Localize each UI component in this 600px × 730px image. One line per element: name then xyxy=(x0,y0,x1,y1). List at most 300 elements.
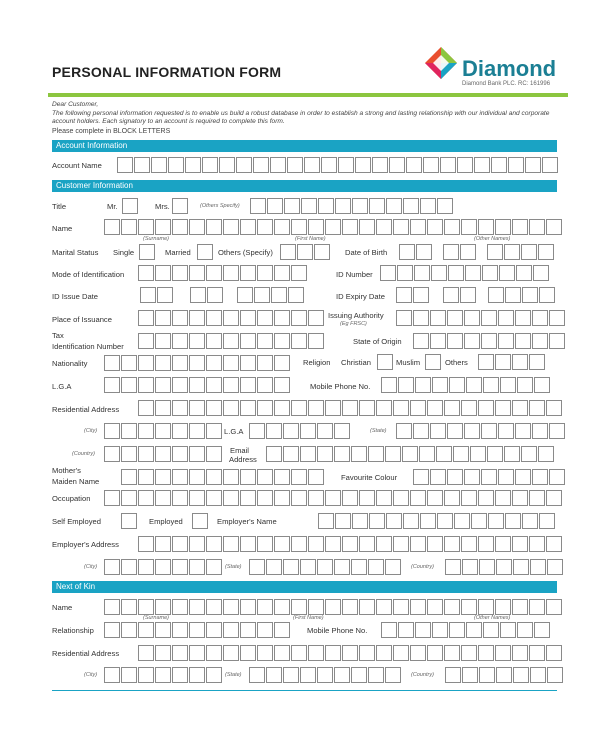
char-box[interactable] xyxy=(304,157,320,173)
char-box[interactable] xyxy=(512,536,528,552)
mr-checkbox[interactable] xyxy=(122,198,139,214)
char-box[interactable] xyxy=(257,645,273,661)
char-box[interactable] xyxy=(430,333,446,349)
char-box[interactable] xyxy=(415,377,431,393)
char-box[interactable] xyxy=(397,265,413,281)
char-box[interactable] xyxy=(372,157,388,173)
char-box[interactable] xyxy=(495,490,511,506)
char-box[interactable] xyxy=(314,244,330,260)
char-box[interactable] xyxy=(250,198,266,214)
char-box[interactable] xyxy=(546,599,562,615)
date-of-birth-year[interactable] xyxy=(487,244,555,260)
mrs-checkbox[interactable] xyxy=(172,198,189,214)
char-box[interactable] xyxy=(155,400,171,416)
char-box[interactable] xyxy=(223,377,239,393)
employers-address-field[interactable] xyxy=(138,536,563,552)
char-box[interactable] xyxy=(223,469,239,485)
char-box[interactable] xyxy=(529,599,545,615)
char-box[interactable] xyxy=(478,645,494,661)
char-box[interactable] xyxy=(483,622,499,638)
char-box[interactable] xyxy=(342,400,358,416)
char-box[interactable] xyxy=(461,599,477,615)
char-box[interactable] xyxy=(257,310,273,326)
char-box[interactable] xyxy=(549,333,565,349)
char-box[interactable] xyxy=(138,400,154,416)
char-box[interactable] xyxy=(271,287,287,303)
char-box[interactable] xyxy=(140,287,156,303)
char-box[interactable] xyxy=(427,645,443,661)
char-box[interactable] xyxy=(500,377,516,393)
char-box[interactable] xyxy=(189,667,205,683)
char-box[interactable] xyxy=(257,622,273,638)
char-box[interactable] xyxy=(413,423,429,439)
char-box[interactable] xyxy=(317,423,333,439)
char-box[interactable] xyxy=(420,513,436,529)
char-box[interactable] xyxy=(270,157,286,173)
char-box[interactable] xyxy=(359,599,375,615)
char-box[interactable] xyxy=(471,513,487,529)
char-box[interactable] xyxy=(274,377,290,393)
char-box[interactable] xyxy=(189,559,205,575)
char-box[interactable] xyxy=(308,599,324,615)
char-box[interactable] xyxy=(138,333,154,349)
char-box[interactable] xyxy=(368,667,384,683)
char-box[interactable] xyxy=(283,446,299,462)
char-box[interactable] xyxy=(155,265,171,281)
kin-state-field[interactable] xyxy=(249,667,402,683)
char-box[interactable] xyxy=(430,310,446,326)
char-box[interactable] xyxy=(172,469,188,485)
char-box[interactable] xyxy=(488,287,504,303)
char-box[interactable] xyxy=(389,157,405,173)
char-box[interactable] xyxy=(533,265,549,281)
self-employed-checkbox[interactable] xyxy=(121,513,138,529)
char-box[interactable] xyxy=(495,599,511,615)
employed-checkbox[interactable] xyxy=(192,513,209,529)
char-box[interactable] xyxy=(427,400,443,416)
char-box[interactable] xyxy=(172,622,188,638)
char-box[interactable] xyxy=(274,310,290,326)
char-box[interactable] xyxy=(308,645,324,661)
char-box[interactable] xyxy=(189,355,205,371)
mobile-phone-field[interactable] xyxy=(381,377,551,393)
residential-lga-field[interactable] xyxy=(249,423,351,439)
employer-country-field[interactable] xyxy=(445,559,564,575)
char-box[interactable] xyxy=(139,244,155,260)
char-box[interactable] xyxy=(517,377,533,393)
char-box[interactable] xyxy=(172,446,188,462)
char-box[interactable] xyxy=(464,469,480,485)
char-box[interactable] xyxy=(308,469,324,485)
char-box[interactable] xyxy=(342,219,358,235)
char-box[interactable] xyxy=(532,469,548,485)
char-box[interactable] xyxy=(155,490,171,506)
char-box[interactable] xyxy=(274,622,290,638)
char-box[interactable] xyxy=(291,469,307,485)
char-box[interactable] xyxy=(117,157,133,173)
char-box[interactable] xyxy=(291,219,307,235)
char-box[interactable] xyxy=(121,446,137,462)
char-box[interactable] xyxy=(512,400,528,416)
char-box[interactable] xyxy=(385,667,401,683)
marital-others-field[interactable] xyxy=(280,244,331,260)
char-box[interactable] xyxy=(495,219,511,235)
char-box[interactable] xyxy=(432,622,448,638)
char-box[interactable] xyxy=(414,265,430,281)
char-box[interactable] xyxy=(223,219,239,235)
char-box[interactable] xyxy=(461,536,477,552)
char-box[interactable] xyxy=(495,354,511,370)
char-box[interactable] xyxy=(549,310,565,326)
char-box[interactable] xyxy=(317,446,333,462)
char-box[interactable] xyxy=(104,490,120,506)
char-box[interactable] xyxy=(240,490,256,506)
char-box[interactable] xyxy=(317,559,333,575)
char-box[interactable] xyxy=(291,645,307,661)
char-box[interactable] xyxy=(410,645,426,661)
char-box[interactable] xyxy=(325,599,341,615)
char-box[interactable] xyxy=(334,667,350,683)
char-box[interactable] xyxy=(529,400,545,416)
char-box[interactable] xyxy=(121,469,137,485)
char-box[interactable] xyxy=(240,265,256,281)
char-box[interactable] xyxy=(172,333,188,349)
char-box[interactable] xyxy=(104,355,120,371)
char-box[interactable] xyxy=(393,219,409,235)
char-box[interactable] xyxy=(206,599,222,615)
char-box[interactable] xyxy=(206,559,222,575)
char-box[interactable] xyxy=(321,157,337,173)
char-box[interactable] xyxy=(223,310,239,326)
char-box[interactable] xyxy=(352,198,368,214)
char-box[interactable] xyxy=(172,265,188,281)
char-box[interactable] xyxy=(410,219,426,235)
char-box[interactable] xyxy=(121,490,137,506)
char-box[interactable] xyxy=(444,219,460,235)
char-box[interactable] xyxy=(104,667,120,683)
char-box[interactable] xyxy=(274,599,290,615)
char-box[interactable] xyxy=(359,400,375,416)
char-box[interactable] xyxy=(437,513,453,529)
char-box[interactable] xyxy=(481,469,497,485)
char-box[interactable] xyxy=(515,423,531,439)
char-box[interactable] xyxy=(335,198,351,214)
char-box[interactable] xyxy=(172,310,188,326)
char-box[interactable] xyxy=(121,599,137,615)
char-box[interactable] xyxy=(498,423,514,439)
char-box[interactable] xyxy=(532,423,548,439)
id-number-field[interactable] xyxy=(380,265,550,281)
char-box[interactable] xyxy=(172,377,188,393)
char-box[interactable] xyxy=(172,355,188,371)
char-box[interactable] xyxy=(240,400,256,416)
char-box[interactable] xyxy=(549,423,565,439)
char-box[interactable] xyxy=(274,265,290,281)
account-name-field[interactable] xyxy=(117,157,559,173)
char-box[interactable] xyxy=(192,513,208,529)
date-of-birth-month[interactable] xyxy=(443,244,477,260)
char-box[interactable] xyxy=(461,645,477,661)
char-box[interactable] xyxy=(385,446,401,462)
char-box[interactable] xyxy=(240,377,256,393)
id-expiry-date-year[interactable] xyxy=(488,287,556,303)
char-box[interactable] xyxy=(466,622,482,638)
char-box[interactable] xyxy=(425,354,441,370)
char-box[interactable] xyxy=(478,219,494,235)
char-box[interactable] xyxy=(189,469,205,485)
char-box[interactable] xyxy=(427,490,443,506)
char-box[interactable] xyxy=(300,423,316,439)
char-box[interactable] xyxy=(206,355,222,371)
nationality-field[interactable] xyxy=(104,355,291,371)
char-box[interactable] xyxy=(266,446,282,462)
char-box[interactable] xyxy=(257,265,273,281)
char-box[interactable] xyxy=(525,157,541,173)
char-box[interactable] xyxy=(427,599,443,615)
char-box[interactable] xyxy=(318,513,334,529)
char-box[interactable] xyxy=(308,219,324,235)
char-box[interactable] xyxy=(155,446,171,462)
char-box[interactable] xyxy=(274,333,290,349)
char-box[interactable] xyxy=(440,157,456,173)
char-box[interactable] xyxy=(444,536,460,552)
char-box[interactable] xyxy=(538,244,554,260)
char-box[interactable] xyxy=(300,667,316,683)
char-box[interactable] xyxy=(253,157,269,173)
char-box[interactable] xyxy=(138,377,154,393)
char-box[interactable] xyxy=(449,622,465,638)
char-box[interactable] xyxy=(454,513,470,529)
char-box[interactable] xyxy=(206,490,222,506)
char-box[interactable] xyxy=(376,219,392,235)
char-box[interactable] xyxy=(240,355,256,371)
char-box[interactable] xyxy=(498,469,514,485)
char-box[interactable] xyxy=(300,559,316,575)
char-box[interactable] xyxy=(104,423,120,439)
char-box[interactable] xyxy=(522,513,538,529)
char-box[interactable] xyxy=(430,469,446,485)
char-box[interactable] xyxy=(274,400,290,416)
id-issue-date-day[interactable] xyxy=(140,287,174,303)
char-box[interactable] xyxy=(134,157,150,173)
char-box[interactable] xyxy=(368,446,384,462)
char-box[interactable] xyxy=(444,645,460,661)
char-box[interactable] xyxy=(291,310,307,326)
char-box[interactable] xyxy=(478,354,494,370)
char-box[interactable] xyxy=(138,355,154,371)
char-box[interactable] xyxy=(291,400,307,416)
char-box[interactable] xyxy=(431,265,447,281)
char-box[interactable] xyxy=(190,287,206,303)
char-box[interactable] xyxy=(453,446,469,462)
char-box[interactable] xyxy=(529,536,545,552)
kin-mobile-phone-field[interactable] xyxy=(381,622,551,638)
char-box[interactable] xyxy=(462,667,478,683)
char-box[interactable] xyxy=(138,310,154,326)
char-box[interactable] xyxy=(410,536,426,552)
char-box[interactable] xyxy=(470,446,486,462)
char-box[interactable] xyxy=(202,157,218,173)
char-box[interactable] xyxy=(444,400,460,416)
char-box[interactable] xyxy=(121,423,137,439)
char-box[interactable] xyxy=(325,536,341,552)
char-box[interactable] xyxy=(274,219,290,235)
mothers-maiden-name-field[interactable] xyxy=(121,469,325,485)
name-field[interactable] xyxy=(104,219,563,235)
place-of-issuance-field[interactable] xyxy=(138,310,325,326)
char-box[interactable] xyxy=(481,310,497,326)
char-box[interactable] xyxy=(410,400,426,416)
char-box[interactable] xyxy=(512,219,528,235)
char-box[interactable] xyxy=(237,287,253,303)
char-box[interactable] xyxy=(474,157,490,173)
char-box[interactable] xyxy=(529,354,545,370)
char-box[interactable] xyxy=(334,423,350,439)
char-box[interactable] xyxy=(406,157,422,173)
char-box[interactable] xyxy=(104,446,120,462)
char-box[interactable] xyxy=(291,333,307,349)
char-box[interactable] xyxy=(236,157,252,173)
char-box[interactable] xyxy=(266,423,282,439)
char-box[interactable] xyxy=(461,219,477,235)
employer-state-field[interactable] xyxy=(249,559,402,575)
char-box[interactable] xyxy=(487,446,503,462)
char-box[interactable] xyxy=(325,400,341,416)
char-box[interactable] xyxy=(547,667,563,683)
char-box[interactable] xyxy=(498,333,514,349)
char-box[interactable] xyxy=(416,244,432,260)
char-box[interactable] xyxy=(505,513,521,529)
char-box[interactable] xyxy=(155,377,171,393)
char-box[interactable] xyxy=(465,265,481,281)
occupation-field[interactable] xyxy=(104,490,563,506)
char-box[interactable] xyxy=(546,400,562,416)
char-box[interactable] xyxy=(481,423,497,439)
char-box[interactable] xyxy=(207,287,223,303)
char-box[interactable] xyxy=(464,423,480,439)
char-box[interactable] xyxy=(410,490,426,506)
char-box[interactable] xyxy=(240,333,256,349)
char-box[interactable] xyxy=(155,559,171,575)
char-box[interactable] xyxy=(376,490,392,506)
char-box[interactable] xyxy=(415,622,431,638)
char-box[interactable] xyxy=(393,400,409,416)
char-box[interactable] xyxy=(240,536,256,552)
char-box[interactable] xyxy=(240,219,256,235)
char-box[interactable] xyxy=(189,377,205,393)
employers-name-field[interactable] xyxy=(318,513,556,529)
char-box[interactable] xyxy=(466,377,482,393)
married-checkbox[interactable] xyxy=(197,244,214,260)
char-box[interactable] xyxy=(257,469,273,485)
char-box[interactable] xyxy=(138,423,154,439)
residential-state-field[interactable] xyxy=(396,423,566,439)
char-box[interactable] xyxy=(515,310,531,326)
date-of-birth-day[interactable] xyxy=(399,244,433,260)
char-box[interactable] xyxy=(498,310,514,326)
char-box[interactable] xyxy=(189,645,205,661)
char-box[interactable] xyxy=(351,446,367,462)
char-box[interactable] xyxy=(155,469,171,485)
char-box[interactable] xyxy=(155,423,171,439)
char-box[interactable] xyxy=(274,355,290,371)
char-box[interactable] xyxy=(512,645,528,661)
char-box[interactable] xyxy=(517,622,533,638)
char-box[interactable] xyxy=(448,265,464,281)
char-box[interactable] xyxy=(172,490,188,506)
char-box[interactable] xyxy=(266,559,282,575)
char-box[interactable] xyxy=(223,355,239,371)
char-box[interactable] xyxy=(240,599,256,615)
char-box[interactable] xyxy=(274,490,290,506)
char-box[interactable] xyxy=(274,469,290,485)
char-box[interactable] xyxy=(512,354,528,370)
char-box[interactable] xyxy=(436,446,452,462)
char-box[interactable] xyxy=(410,599,426,615)
char-box[interactable] xyxy=(206,377,222,393)
char-box[interactable] xyxy=(249,667,265,683)
char-box[interactable] xyxy=(504,446,520,462)
char-box[interactable] xyxy=(254,287,270,303)
char-box[interactable] xyxy=(157,287,173,303)
char-box[interactable] xyxy=(257,377,273,393)
char-box[interactable] xyxy=(257,490,273,506)
relationship-field[interactable] xyxy=(104,622,291,638)
char-box[interactable] xyxy=(206,265,222,281)
char-box[interactable] xyxy=(444,599,460,615)
char-box[interactable] xyxy=(481,333,497,349)
kin-name-field[interactable] xyxy=(104,599,563,615)
char-box[interactable] xyxy=(334,446,350,462)
char-box[interactable] xyxy=(419,446,435,462)
char-box[interactable] xyxy=(513,559,529,575)
char-box[interactable] xyxy=(393,490,409,506)
char-box[interactable] xyxy=(546,645,562,661)
char-box[interactable] xyxy=(257,219,273,235)
char-box[interactable] xyxy=(223,400,239,416)
id-issue-date-year[interactable] xyxy=(237,287,305,303)
char-box[interactable] xyxy=(529,490,545,506)
char-box[interactable] xyxy=(122,198,138,214)
religion-others-field[interactable] xyxy=(478,354,546,370)
char-box[interactable] xyxy=(206,536,222,552)
char-box[interactable] xyxy=(266,667,282,683)
char-box[interactable] xyxy=(172,198,188,214)
char-box[interactable] xyxy=(376,645,392,661)
char-box[interactable] xyxy=(138,645,154,661)
char-box[interactable] xyxy=(121,667,137,683)
char-box[interactable] xyxy=(121,219,137,235)
char-box[interactable] xyxy=(189,599,205,615)
char-box[interactable] xyxy=(516,265,532,281)
char-box[interactable] xyxy=(318,198,334,214)
tax-identification-field[interactable] xyxy=(138,333,325,349)
char-box[interactable] xyxy=(172,219,188,235)
char-box[interactable] xyxy=(189,423,205,439)
char-box[interactable] xyxy=(495,400,511,416)
char-box[interactable] xyxy=(386,513,402,529)
char-box[interactable] xyxy=(403,513,419,529)
char-box[interactable] xyxy=(189,446,205,462)
char-box[interactable] xyxy=(334,559,350,575)
char-box[interactable] xyxy=(138,559,154,575)
char-box[interactable] xyxy=(461,490,477,506)
char-box[interactable] xyxy=(478,599,494,615)
char-box[interactable] xyxy=(155,536,171,552)
char-box[interactable] xyxy=(291,490,307,506)
char-box[interactable] xyxy=(530,667,546,683)
char-box[interactable] xyxy=(138,667,154,683)
